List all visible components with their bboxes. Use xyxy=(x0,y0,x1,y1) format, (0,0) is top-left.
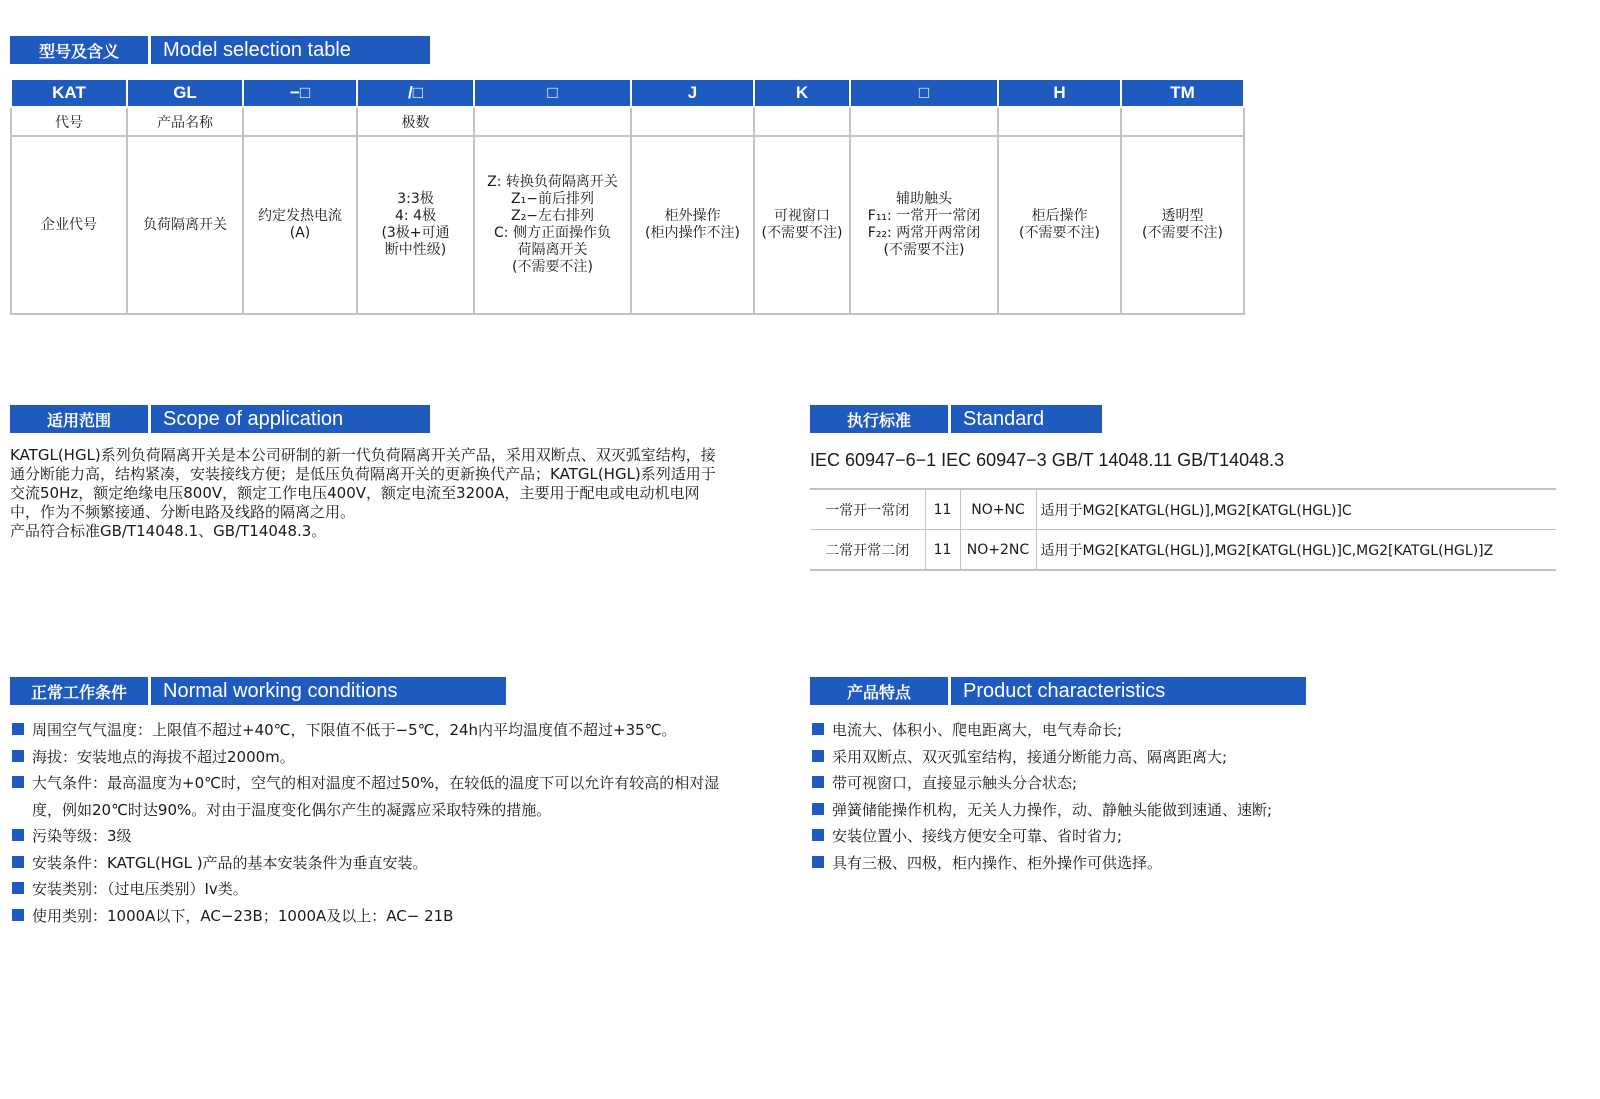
bullet-square-icon xyxy=(812,856,824,868)
list-item: 周围空气气温度：上限值不超过+40℃，下限值不低于−5℃，24h内平均温度值不超过+35℃。 xyxy=(10,717,730,744)
features-list xyxy=(810,717,1550,876)
list-item: 弹簧储能操作机构，无关人力操作，动、静触头能做到速通、速断; xyxy=(810,797,1550,824)
model-label-cell xyxy=(1121,107,1244,136)
model-header-cell: TM xyxy=(1121,79,1244,107)
standard-section-title-cn: 执行标准 xyxy=(846,410,911,430)
bullet-square-icon xyxy=(812,829,824,841)
bullet-square-icon xyxy=(812,776,824,788)
model-table-meaning-row xyxy=(11,136,1244,314)
list-item: 采用双断点、双灭弧室结构，接通分断能力高、隔离距离大; xyxy=(810,744,1550,771)
bullet-square-icon xyxy=(12,882,24,894)
conditions-section-title-en: Normal working conditions xyxy=(163,679,398,702)
contact-description: 适用于MG2[KATGL(HGL)],MG2[KATGL(HGL)]C,MG2[KATGL(HGL)]Z xyxy=(1036,530,1556,571)
standard-list: IEC 60947−6−1 IEC 60947−3 GB/T 14048.11 GB/T14048.3 xyxy=(810,450,1285,470)
model-meaning-cell: Z: 转换负荷隔离开关 Z₁−前后排列 Z₂−左右排列 C: 侧方正面操作负 荷隔离开关 (不需要不注) xyxy=(474,136,631,314)
contact-code: 11 xyxy=(925,489,960,530)
features-section-header xyxy=(810,677,1306,705)
bullet-square-icon xyxy=(12,909,24,921)
scope-description xyxy=(10,446,722,541)
model-header-cell: /□ xyxy=(357,79,474,107)
model-section-title-en: Model selection table xyxy=(163,38,351,61)
model-selection-table xyxy=(10,78,1245,315)
model-meaning-cell: 柜外操作 (柜内操作不注) xyxy=(631,136,754,314)
model-label-cell xyxy=(850,107,998,136)
model-header-cell: GL xyxy=(127,79,243,107)
list-item: 安装位置小、接线方便安全可靠、省时省力; xyxy=(810,823,1550,850)
contact-type: NO+NC xyxy=(960,489,1036,530)
model-table-label-row xyxy=(11,107,1244,136)
bullet-square-icon xyxy=(12,829,24,841)
model-label-cell: 产品名称 xyxy=(127,107,243,136)
features-section-title-cn: 产品特点 xyxy=(846,682,911,702)
model-table-header-row xyxy=(11,79,1244,107)
conditions-section-title-cn: 正常工作条件 xyxy=(30,682,127,702)
contact-code: 11 xyxy=(925,530,960,571)
list-item: 带可视窗口，直接显示触头分合状态; xyxy=(810,770,1550,797)
scope-section-title-cn: 适用范围 xyxy=(46,410,111,430)
model-meaning-cell: 企业代号 xyxy=(11,136,127,314)
bullet-square-icon xyxy=(12,723,24,735)
conditions-list xyxy=(10,717,730,929)
model-header-cell: □ xyxy=(474,79,631,107)
standard-section-header xyxy=(810,405,1102,433)
bullet-square-icon xyxy=(12,776,24,788)
scope-section-title-en: Scope of application xyxy=(163,407,344,430)
list-item: 安装类别：（过电压类别）Iv类。 xyxy=(10,876,730,903)
model-meaning-cell: 约定发热电流 (A) xyxy=(243,136,357,314)
table-row xyxy=(810,489,1556,530)
conditions-section-header xyxy=(10,677,506,705)
model-header-cell: K xyxy=(754,79,850,107)
bullet-square-icon xyxy=(812,723,824,735)
list-item: 使用类别：1000A以下，AC−23B；1000A及以上：AC− 21B xyxy=(10,903,730,930)
model-meaning-cell: 透明型 (不需要不注) xyxy=(1121,136,1244,314)
features-section-title-en: Product characteristics xyxy=(963,679,1166,702)
model-label-cell xyxy=(754,107,850,136)
contact-name: 二常开常二闭 xyxy=(825,542,910,559)
model-label-cell xyxy=(243,107,357,136)
list-item: 海拔：安装地点的海拔不超过2000m。 xyxy=(10,744,730,771)
list-item: 安装条件：KATGL(HGL )产品的基本安装条件为垂直安装。 xyxy=(10,850,730,877)
model-label-cell xyxy=(998,107,1121,136)
list-item: 污染等级：3级 xyxy=(10,823,730,850)
table-row xyxy=(810,530,1556,571)
list-item: 具有三极、四极，柜内操作、柜外操作可供选择。 xyxy=(810,850,1550,877)
scope-paragraph: KATGL(HGL)系列负荷隔离开关是本公司研制的新一代负荷隔离开关产品，采用双断点、双灭弧室结构，接通分断能力高，结构紧凑，安装接线方便；是低压负荷隔离开关的更新换代产品；KATGL(HGL)系列适用于交流50Hz，额定绝缘电压800V，额定工作电压400V，额定电流至3200A，主要用于配电或电动机电网中，作为不频繁接通、分断电路及线路的隔离之用。 xyxy=(10,446,716,521)
model-header-cell: H xyxy=(998,79,1121,107)
contact-type: NO+2NC xyxy=(960,530,1036,571)
contact-description: 适用于MG2[KATGL(HGL)],MG2[KATGL(HGL)]C xyxy=(1036,489,1556,530)
model-meaning-cell: 辅助触头 F₁₁: 一常开一常闭 F₂₂: 两常开两常闭 (不需要不注) xyxy=(850,136,998,314)
bullet-square-icon xyxy=(12,856,24,868)
model-header-cell: −□ xyxy=(243,79,357,107)
model-section-title-cn: 型号及含义 xyxy=(38,41,119,61)
model-label-cell: 极数 xyxy=(357,107,474,136)
scope-standard-note: 产品符合标准GB/T14048.1、GB/T14048.3。 xyxy=(10,522,327,540)
bullet-square-icon xyxy=(812,750,824,762)
model-label-cell xyxy=(474,107,631,136)
model-header-cell: □ xyxy=(850,79,998,107)
bullet-square-icon xyxy=(812,803,824,815)
model-meaning-cell: 柜后操作 (不需要不注) xyxy=(998,136,1121,314)
standard-section-title-en: Standard xyxy=(963,407,1045,430)
model-section-header xyxy=(10,36,430,64)
model-meaning-cell: 负荷隔离开关 xyxy=(127,136,243,314)
model-header-cell: KAT xyxy=(11,79,127,107)
list-item: 电流大、体积小、爬电距离大，电气寿命长; xyxy=(810,717,1550,744)
model-header-cell: J xyxy=(631,79,754,107)
model-label-cell: 代号 xyxy=(11,107,127,136)
model-meaning-cell: 可视窗口 (不需要不注) xyxy=(754,136,850,314)
contact-name: 一常开一常闭 xyxy=(825,502,910,519)
scope-section-header xyxy=(10,405,430,433)
bullet-square-icon xyxy=(12,750,24,762)
list-item: 大气条件：最高温度为+0℃时，空气的相对温度不超过50%，在较低的温度下可以允许有较高的相对湿度，例如20℃时达90%。对由于温度变化偶尔产生的凝露应采取特殊的措施。 xyxy=(10,770,730,823)
auxiliary-contact-table xyxy=(810,488,1556,571)
model-meaning-cell: 3:3极 4: 4极 (3极+可通 断中性级) xyxy=(357,136,474,314)
model-label-cell xyxy=(631,107,754,136)
